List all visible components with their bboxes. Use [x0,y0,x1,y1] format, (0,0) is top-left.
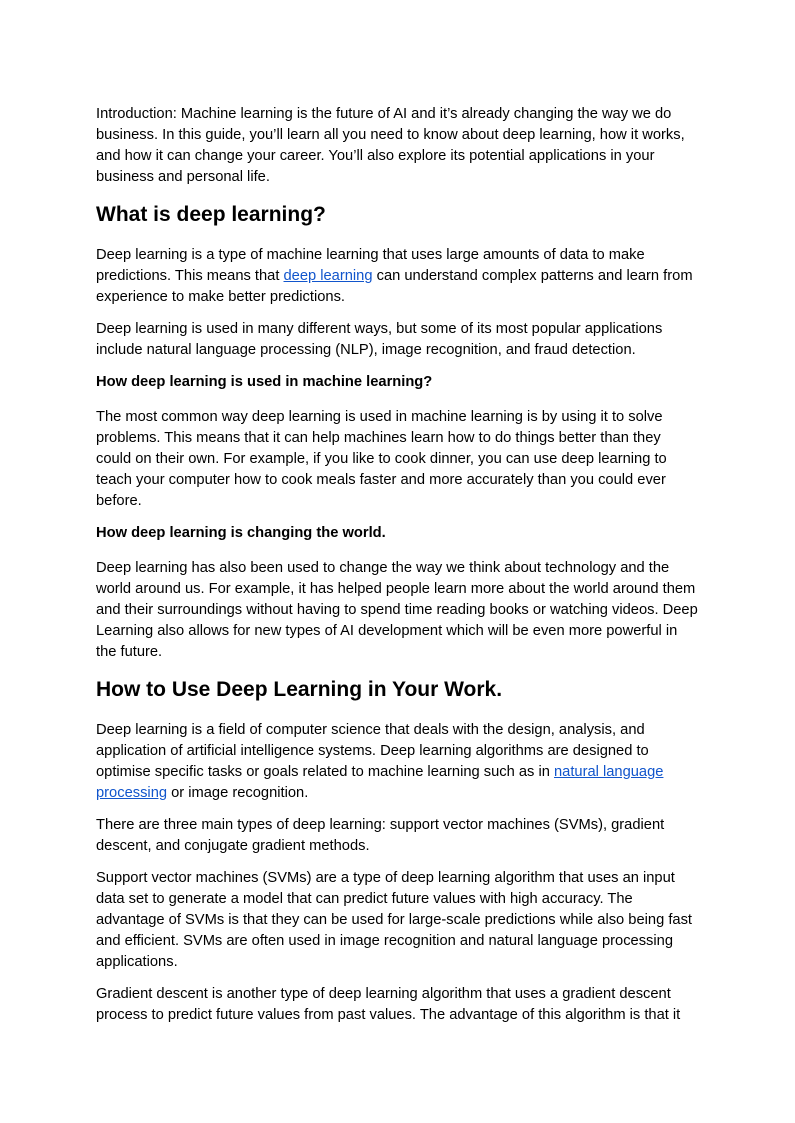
paragraph-three-main-types: There are three main types of deep learning: support vector machines (SVMs), gradient descent, and conjugate gradient methods. [96,817,665,854]
heading-how-to-use-deep-learning: How to Use Deep Learning in Your Work. [96,678,503,701]
subheading-changing-the-world: How deep learning is changing the world. [96,525,386,541]
paragraph-field-of-computer-science [96,720,699,804]
paragraph-support-vector-machines: Support vector machines (SVMs) are a type of deep learning algorithm that uses an input data set to generate a model that can predict future values with high accuracy. The advantage of SVMs is that they can be used for large-scale predictions while also being fast and efficient. SVMs are often used in image recognition and natural language processing applications. [96,870,692,970]
subheading-how-used-in-machine-learning: How deep learning is used in machine learning? [96,374,433,390]
natural-language-processing-link[interactable]: natural language processing [96,764,664,801]
paragraph-text: Deep learning is a field of computer science that deals with the design, analysis, and application of artificial intelligence systems. Deep learning algorithms are designed to optimise specific tasks or goals related to machine learning such as in [96,722,649,780]
deep-learning-link[interactable]: deep learning [283,268,373,284]
paragraph-text: can understand complex patterns and learn from experience to make better predictions. [96,268,693,305]
paragraph-popular-applications: Deep learning is used in many different ways, but some of its most popular applications include natural language processing (NLP), image recognition, and fraud detection. [96,321,663,358]
paragraph-gradient-descent: Gradient descent is another type of deep learning algorithm that uses a gradient descent process to predict future values from past values. The advantage of this algorithm is that it [96,986,681,1023]
paragraph-changing-the-world: Deep learning has also been used to change the way we think about technology and the world around us. For example, it has helped people learn more about the world around them and their surroundings without having to spend time reading books or watching videos. Deep Learning also allows for new types of AI development which will be even more powerful in the future. [96,560,698,660]
intro-paragraph: Introduction: Machine learning is the future of AI and it’s already changing the way we do business. In this guide, you’ll learn all you need to know about deep learning, how it works, and how it can change your career. You’ll also explore its potential applications in your business and personal life. [96,106,685,185]
document-body [96,104,699,1026]
heading-what-is-deep-learning: What is deep learning? [96,203,326,226]
paragraph-text: Deep learning is a type of machine learning that uses large amounts of data to make predictions. This means that [96,247,645,284]
paragraph-text: or image recognition. [167,785,309,801]
paragraph-deep-learning-definition [96,245,699,308]
paragraph-most-common-way: The most common way deep learning is used in machine learning is by using it to solve problems. This means that it can help machines learn how to do things better than they could on their own. For example, if you like to cook dinner, you can use deep learning to teach your computer how to cook meals faster and more accurately than you could ever before. [96,409,667,509]
